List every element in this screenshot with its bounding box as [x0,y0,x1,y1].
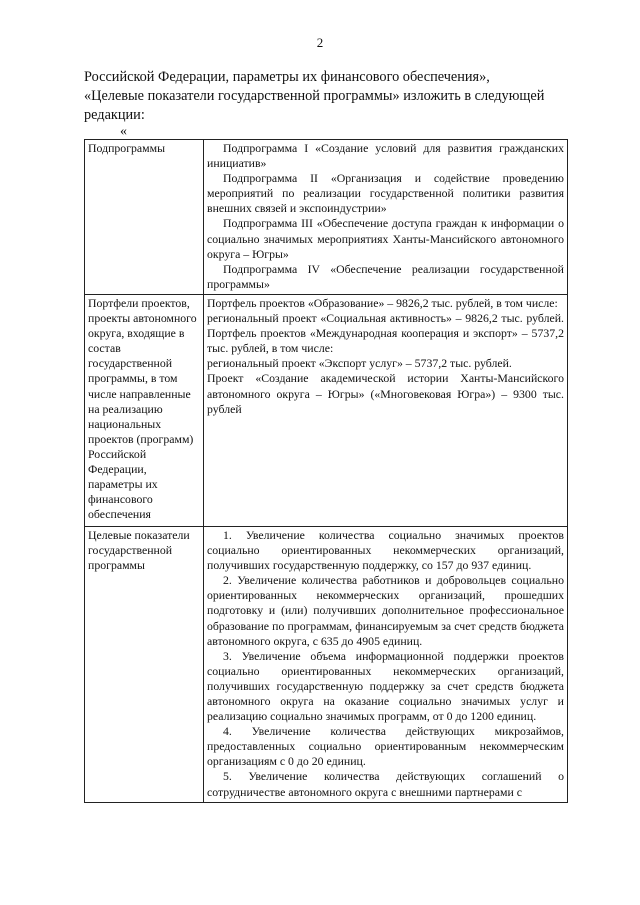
portfolio-paragraph-3: региональный проект «Экспорт услуг» – 5737,2 тыс. рублей. [207,356,512,371]
subprogram-3: Подпрограмма III «Обеспечение доступа граждан к информации о социально значимых мероприятиях Ханты-Мансийского автономного округа – Югры» [207,216,564,261]
indicator-3: 3. Увеличение объема информационной поддержки проектов социально ориентированных некоммерческих организаций, получивших государственную поддержку за счет средств бюджета автономного округа на оказание социально значимых услуг и реализацию социально значимых программ, от 0 до 1200 единиц. [207,648,564,724]
portfolio-paragraph-2: региональный проект «Социальная активность» – 9826,2 тыс. рублей. Портфель проектов «Международная кооперация и экспорт» – 5737,2 тыс. рублей, в том числе: [207,311,564,356]
intro-line-2: «Целевые показатели государственной программы» изложить в следующей редакции: [84,88,545,123]
label-text: Портфели проектов, проекты автономного округа, входящие в состав государственной программы, в том числе направленные на реализацию национальных проектов (программ) Российской Федерации, параметры их финансового обеспечения [88,295,197,522]
indicator-1: 1. Увеличение количества социально значимых проектов социально ориентированных некоммерческих организаций, получивших государственную поддержку, со 157 до 937 единиц. [207,527,564,573]
label-text: Подпрограммы [88,141,166,155]
table-row-project-portfolios [85,294,568,526]
opening-quote-mark: « [120,124,127,139]
row-content-target-indicators [204,526,568,802]
row-label-target-indicators [85,526,204,802]
portfolio-paragraph-4: Проект «Создание академической истории Ханты-Мансийского автономного округа – Югры» («Многовековая Югра») – 9300 тыс. рублей [207,371,564,416]
row-label-subprograms [85,140,204,295]
label-text: Целевые показатели государственной программы [88,527,190,573]
subprogram-1: Подпрограмма I «Создание условий для развития гражданских инициатив» [207,141,564,171]
table-row-subprograms [85,140,568,295]
subprogram-4: Подпрограмма IV «Обеспечение реализации государственной программы» [207,261,564,291]
intro-line-1: Российской Федерации, параметры их финансового обеспечения», [84,69,490,85]
row-label-project-portfolios [85,294,204,526]
indicator-4: 4. Увеличение количества действующих микрозаймов, предоставленных социально ориентированным некоммерческим организациям с 0 до 20 единиц. [207,724,564,769]
table-row-target-indicators [85,526,568,802]
indicator-2: 2. Увеличение количества работников и добровольцев социально ориентированных некоммерческих организаций, прошедших подготовку и (или) получивших дополнительное профессиональное образование по программам, финансируемым за счет средств бюджета автономного округа, с 635 до 4905 единиц. [207,573,564,648]
row-content-subprograms [204,140,568,295]
indicator-5: 5. Увеличение количества действующих соглашений о сотрудничестве автономного округа с внешними партнерами с [207,769,564,799]
row-content-project-portfolios [204,294,568,526]
page-number: 2 [316,35,324,50]
portfolio-paragraph-1: Портфель проектов «Образование» – 9826,2 тыс. рублей, в том числе: [207,295,558,310]
subprogram-2: Подпрограмма II «Организация и содействие проведению мероприятий по реализации государственной политики развития внешних связей и экспоиндустрии» [207,171,564,216]
passport-table [84,139,568,803]
intro-text [84,68,568,125]
